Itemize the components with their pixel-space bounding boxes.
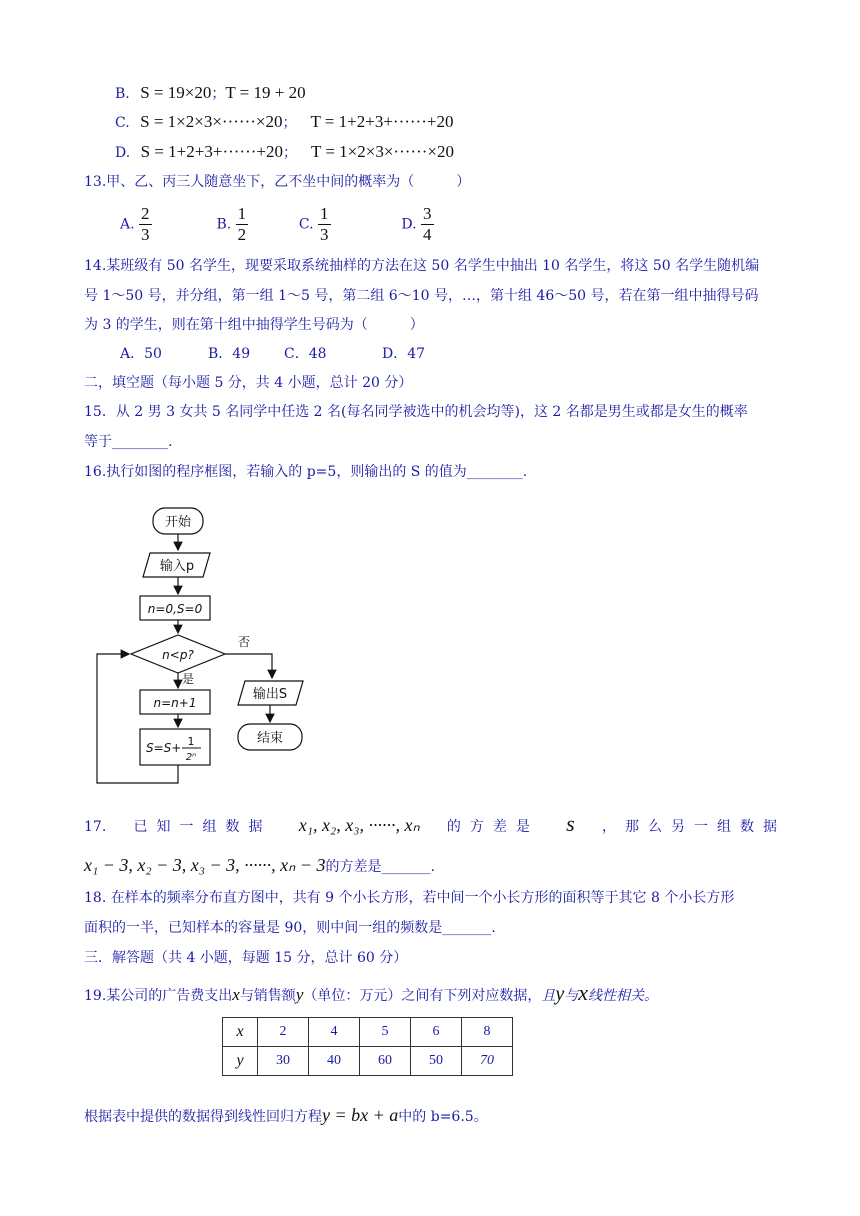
table-cell: 5 — [360, 1018, 411, 1047]
option-letter: B. — [216, 216, 232, 233]
flow-end-label: 结束 — [256, 731, 284, 746]
q13-option-c — [299, 204, 397, 245]
math-expression: S = 1×2×3×······×20 — [140, 112, 283, 131]
math-expression: S = 1+2+3+······+20 — [140, 142, 283, 161]
var-y: y — [295, 985, 304, 1004]
option-letter: D. — [401, 216, 417, 233]
denominator: 2 — [237, 225, 247, 244]
table-cell: 40 — [309, 1047, 360, 1076]
section-3-heading: 三．解答题（共 4 小题，每题 15 分，总计 60 分） — [84, 950, 408, 966]
q14-option-d: D．47 — [382, 346, 426, 362]
option-letter: C. — [298, 216, 314, 233]
math-expression: T = 19 + 20 — [225, 83, 306, 102]
flow-update-denominator: 2ⁿ — [185, 752, 197, 763]
table-cell: 4 — [309, 1018, 360, 1047]
table-cell: 2 — [258, 1018, 309, 1047]
table-cell: 70 — [462, 1047, 513, 1076]
q17-data-set-2: x₁ − 3, x₂ − 3, x₃ − 3, ······, xₙ − 3 — [84, 855, 326, 875]
math-expression: S = 19×20 — [140, 83, 212, 102]
q14-options — [120, 344, 425, 364]
q14-line-2: 号 1～50 号，并分组，第一组 1～5 号，第二组 6～10 号，…，第十组 46～50 号，若在第一组中抽得号码 — [84, 288, 759, 304]
table-cell: 8 — [462, 1018, 513, 1047]
q16-stem: 16.执行如图的程序框图，若输入的 p=5，则输出的 S 的值为________. — [84, 464, 528, 480]
option-letter: C. — [115, 115, 130, 131]
flow-update-label: S=S+ — [146, 741, 182, 755]
q13-stem: 13.甲、乙、丙三人随意坐下，乙不坐中间的概率为（ ） — [84, 174, 471, 190]
q17-variance-s: s — [566, 811, 575, 836]
q13-option-b — [216, 204, 294, 245]
q19-stem — [84, 980, 659, 1006]
regression-equation: y = bx + a — [322, 1105, 399, 1125]
option-letter: B. — [115, 86, 130, 102]
q13-option-a — [120, 204, 212, 245]
q17-number: 17. — [84, 819, 107, 835]
q13-option-d — [401, 204, 433, 245]
q17-text-b: 的方差是 — [446, 819, 539, 835]
fraction — [421, 204, 434, 245]
q14-line-3: 为 3 的学生，则在第十组中抽得学生号码为（ ） — [84, 317, 424, 333]
table-cell: 50 — [411, 1047, 462, 1076]
table-row — [223, 1018, 513, 1047]
fraction — [318, 204, 331, 245]
section-2-heading: 二，填空题（每小题 5 分，共 4 小题，总计 20 分） — [84, 375, 413, 391]
flow-update-numerator: 1 — [187, 735, 195, 748]
q14-option-c: C．48 — [284, 346, 327, 362]
q12-option-c — [115, 112, 453, 133]
q19-text-c: （单位：万元）之间有下列对应数据， — [303, 988, 542, 1004]
flow-no-label: 否 — [238, 635, 251, 649]
option-letter: A. — [120, 216, 135, 233]
q15-line-1: 15．从 2 男 3 女共 5 名同学中任选 2 名(每名同学被选中的机会均等)，这 2 名都是男生或都是女生的概率 — [84, 404, 748, 420]
q12-option-b — [115, 83, 306, 104]
flow-input-label: 输入p — [159, 559, 195, 574]
denominator: 4 — [423, 225, 432, 244]
separator: ； — [282, 115, 297, 131]
fraction — [139, 204, 152, 245]
q17-text-a: 已知一组数据 — [133, 819, 272, 835]
numerator: 2 — [141, 204, 150, 223]
q14-option-b: B．49 — [208, 346, 251, 362]
program-flowchart — [90, 500, 330, 795]
q19-text-d: 且 — [541, 988, 556, 1004]
table-row — [223, 1047, 513, 1076]
var-y: y — [555, 983, 565, 1005]
q19-text-a: 19.某公司的广告费支出 — [84, 988, 233, 1004]
q19-footer — [84, 1105, 488, 1127]
option-letter: D. — [115, 145, 131, 161]
q17-line-2 — [84, 855, 435, 877]
q17-line-1 — [84, 811, 786, 837]
q19-text-b: 与销售额 — [239, 988, 296, 1004]
denominator: 3 — [141, 225, 150, 244]
flow-incr-label: n=n+1 — [153, 696, 197, 710]
flow-init-label: n=0,S=0 — [147, 602, 203, 616]
q18-line-2: 面积的一半，已知样本的容量是 90，则中间一组的频数是_______. — [84, 920, 496, 936]
fraction — [236, 204, 249, 245]
separator: ； — [211, 86, 226, 102]
table-cell: 30 — [258, 1047, 309, 1076]
flow-yes-label: 是 — [182, 672, 195, 686]
table-cell: 6 — [411, 1018, 462, 1047]
numerator: 3 — [423, 204, 432, 223]
separator: ； — [283, 145, 297, 161]
math-expression: T = 1+2+3+······+20 — [310, 112, 454, 131]
q19-footer-a: 根据表中提供的数据得到线性回归方程 — [84, 1109, 322, 1125]
numerator: 1 — [320, 204, 329, 223]
q19-footer-b: 中的 b=6.5。 — [398, 1109, 488, 1125]
q14-option-a: A．50 — [120, 346, 162, 362]
denominator: 3 — [320, 225, 329, 244]
q12-option-d — [115, 142, 454, 163]
table-header-y: y — [223, 1047, 258, 1076]
q17-tail: 的方差是_______. — [325, 859, 435, 875]
q18-line-1: 18. 在样本的频率分布直方图中，共有 9 个小长方形，若中间一个小长方形的面积等于其它 8 个小长方形 — [84, 890, 735, 906]
numerator: 1 — [237, 204, 247, 223]
q17-data-set-1: x₁, x₂, x₃, ······, xₙ — [298, 815, 420, 835]
q15-line-2: 等于________. — [84, 434, 173, 450]
q13-options — [120, 204, 434, 245]
var-x: x — [578, 980, 589, 1005]
q19-text-e: 与 — [564, 988, 579, 1004]
math-expression: T = 1×2×3×······×20 — [311, 142, 454, 161]
flow-cond-label: n<p? — [162, 648, 194, 662]
q19-text-f: 线性相关。 — [588, 988, 659, 1004]
flow-output-label: 输出S — [252, 687, 288, 702]
flow-start-label: 开始 — [164, 515, 192, 530]
table-cell: 60 — [360, 1047, 411, 1076]
table-header-x: x — [223, 1018, 258, 1047]
q14-line-1: 14.某班级有 50 名学生，现要采取系统抽样的方法在这 50 名学生中抽出 10 名学生，将这 50 名学生随机编 — [84, 258, 760, 274]
var-x: x — [232, 985, 240, 1004]
q19-data-table — [222, 1017, 513, 1076]
q17-text-c: ，那么另一组数据 — [601, 819, 786, 835]
